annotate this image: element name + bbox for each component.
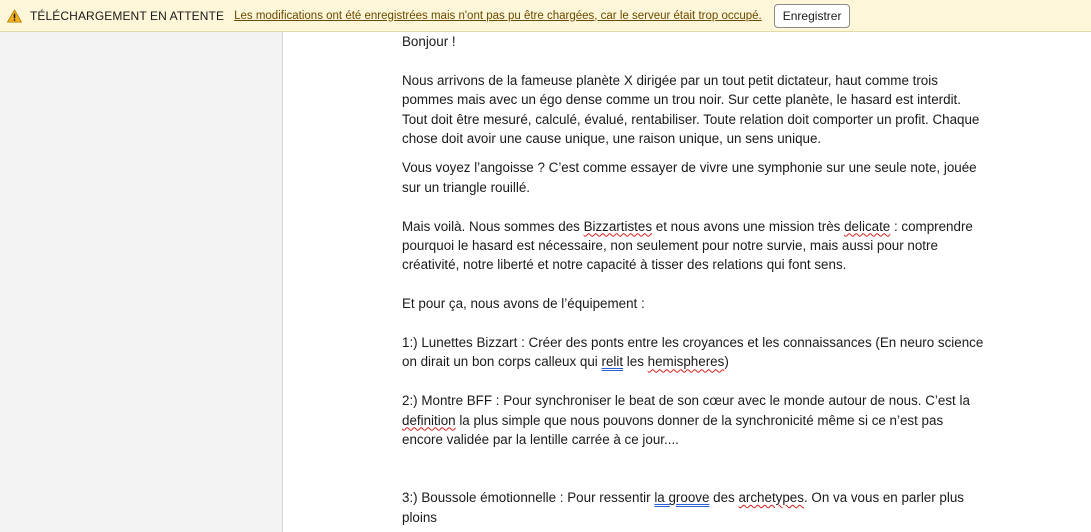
grammar-issue-relit[interactable]: relit — [601, 354, 624, 370]
notification-message-link[interactable]: Les modifications ont été enregistrées mais n'ont pas pu être chargées, car le serveur était trop occupé. — [234, 9, 762, 22]
paragraph-equipement[interactable]: Et pour ça, nous avons de l’équipement : — [402, 296, 645, 312]
grammar-issue-la-groove[interactable]: la groove — [654, 490, 710, 506]
text-run: et nous avons une mission très — [652, 218, 845, 234]
save-button[interactable]: Enregistrer — [774, 4, 851, 28]
spelling-error-archetypes[interactable]: archetypes — [738, 490, 804, 506]
paragraph-mission[interactable] — [402, 217, 987, 275]
spelling-error-definition[interactable]: definition — [402, 412, 456, 428]
spelling-error-delicate[interactable]: delicate — [844, 218, 891, 234]
paragraph-angoisse[interactable]: Vous voyez l’angoisse ? C’est comme essayer de vivre une symphonie sur une seule note, jouée sur un triangle rouillé. — [402, 160, 977, 195]
text-run: 2:) Montre BFF : Pour synchroniser le beat de son cœur avec le monde autour de nous. C’est la — [402, 393, 970, 409]
document-body[interactable] — [402, 32, 987, 527]
text-run: ) — [724, 354, 729, 370]
upload-pending-notification-bar — [0, 0, 1091, 32]
text-run: la plus simple que nous pouvons donner de la synchronicité même si ce n’est pas encore validée par la lentille carrée à ce jour.... — [402, 412, 944, 448]
text-run: 3:) Boussole émotionnelle : Pour ressentir — [402, 490, 655, 506]
paragraph-item-3[interactable] — [402, 488, 987, 527]
paragraph-item-1[interactable] — [402, 333, 987, 372]
paragraph-greeting[interactable]: Bonjour ! — [402, 34, 456, 49]
paragraph-item-2[interactable] — [402, 391, 987, 449]
text-run: des — [709, 490, 739, 506]
paragraph-planet-x[interactable]: Nous arrivons de la fameuse planète X dirigée par un tout petit dictateur, haut comme trois pommes mais avec un égo dense comme un trou noir. Sur cette planète, le hasard est interdit. Tout doit être mesuré, calculé, évalué, rentabiliser. Toute relation doit comporter un profit. Chaque chose doit avoir une cause unique, une raison unique, un sens unique. — [402, 72, 980, 147]
spelling-error-hemispheres[interactable]: hemispheres — [647, 354, 725, 370]
text-run: : comprendre pourquoi le hasard est nécessaire, non seulement pour notre survie, mais aussi pour notre créativité, notre liberté et notre capacité à tisser des relations qui font sens. — [402, 218, 973, 273]
document-page[interactable] — [282, 32, 1091, 532]
notification-title: TÉLÉCHARGEMENT EN ATTENTE — [30, 8, 225, 23]
text-run: Mais voilà. Nous sommes des — [402, 218, 584, 234]
text-run: les — [623, 354, 648, 370]
warning-icon — [7, 9, 22, 23]
text-run: 1:) Lunettes Bizzart : Créer des ponts entre les croyances et les connaissances (En neuro science on dirait un bon corps calleux qui — [402, 335, 984, 370]
text-run: . On va vous en parler plus ploins — [402, 490, 964, 525]
spelling-error-bizzartistes[interactable]: Bizzartistes — [583, 218, 653, 234]
